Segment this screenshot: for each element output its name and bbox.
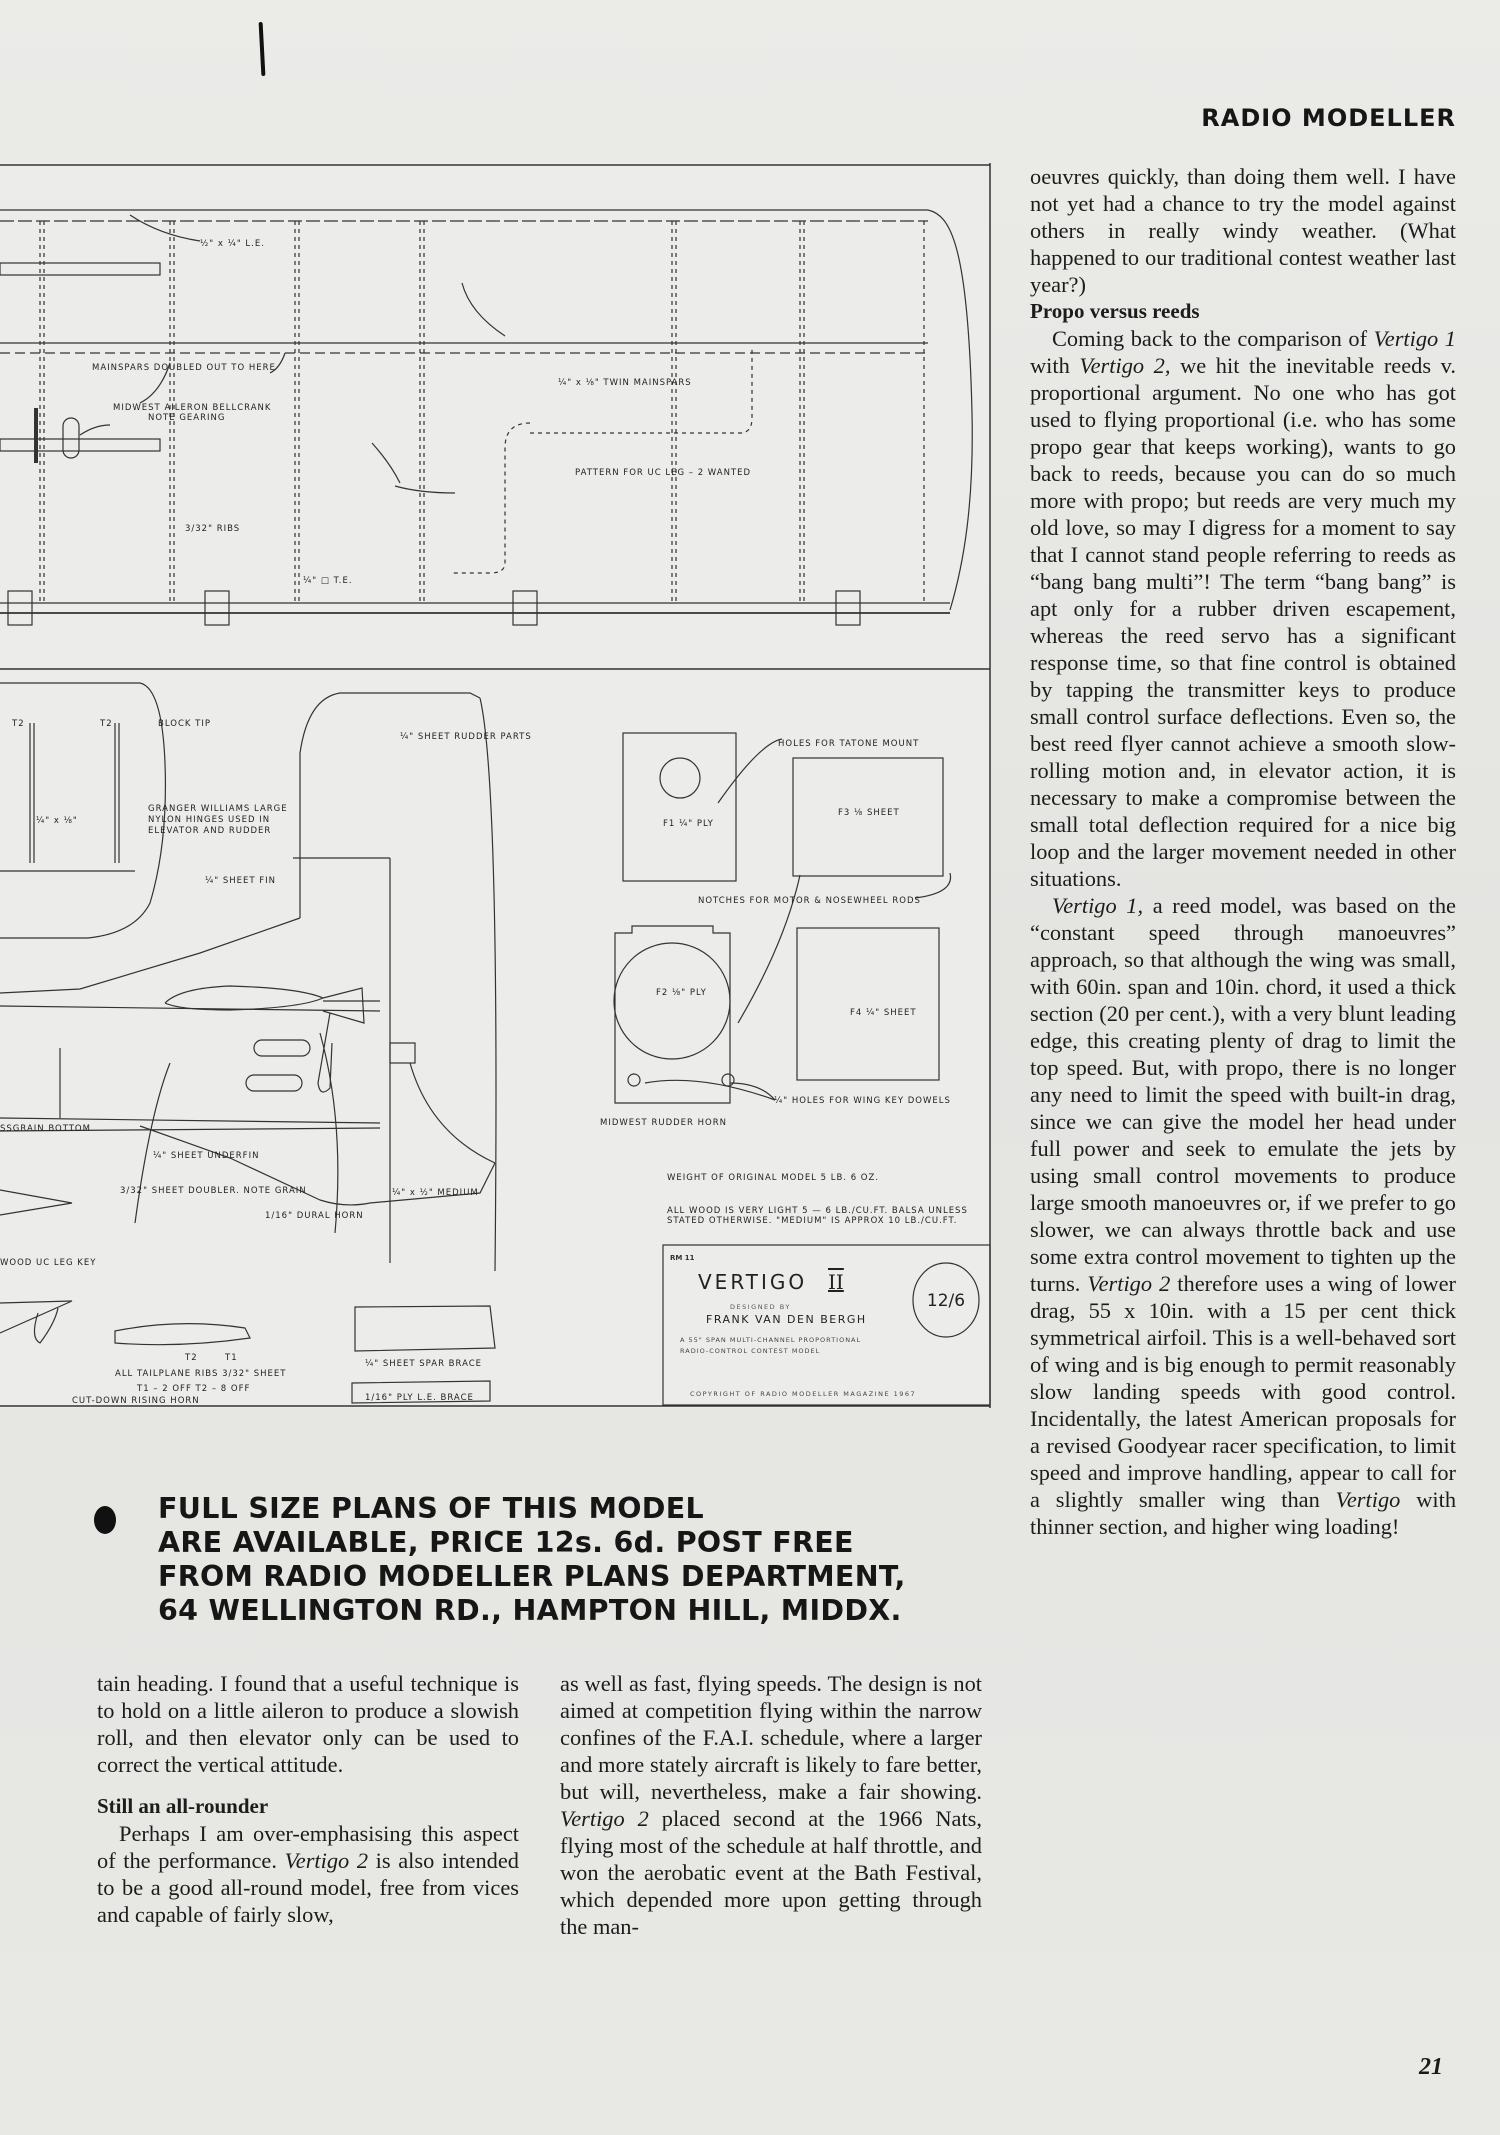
title-block-numeral: II	[828, 1270, 844, 1294]
label-doubler: 3/32" SHEET DOUBLER. NOTE GRAIN	[120, 1186, 307, 1196]
label-wood-2: STATED OTHERWISE. "MEDIUM" IS APPROX 10 LB./CU.FT.	[667, 1216, 958, 1226]
label-t1-rib: T1	[225, 1353, 238, 1363]
label-ribs: 3/32" RIBS	[185, 524, 241, 534]
paragraph: oeuvres quickly, than doing them well. I have not yet had a chance to try the model against others in really windy weather. (What happened to our traditional contest weather last year?)	[1030, 164, 1456, 297]
paragraph: as well as fast, flying speeds. The design is not aimed at competition flying within the narrow confines of the F.A.I. schedule, where a larger and more stately aircraft is likely to fare better, but will, nevertheless, make a fair showing. Vertigo 2 placed second at the 1966 Nats, flying most of the schedule at half throttle, and won the aerobatic event at the Bath Festival, which depended more upon getting through the man-	[560, 1671, 982, 1939]
bullet-icon	[94, 1506, 116, 1534]
paragraph: Coming back to the comparison of Vertigo 1 with Vertigo 2, we hit the inevitable reeds v. proportional argument. No one who has got used to flying proportional (i.e. who has some propo gear that keeps working), wants to go back to reeds, because you can do so much more with propo; but reeds are very much my old love, so may I digress for a moment to say that I cannot stand people referring to reeds as “bang bang multi”! The term “bang bang” is apt only for a rubber driven escapement, whereas the reed servo has a significant response time, so that fine control is obtained by tapping the transmitter keys to produce small control surface deflections. Even so, the best reed flyer cannot achieve a smooth slow-rolling motion and, in elevator action, it is necessary to make a compromise between the small total deflection required for a nice big loop and the larger movement needed in other situations.	[1030, 326, 1456, 891]
title-block-desc-2: RADIO-CONTROL CONTEST MODEL	[680, 1347, 821, 1355]
notice-line: 64 WELLINGTON RD., HAMPTON HILL, MIDDX.	[158, 1594, 902, 1627]
article-column-bottom-left	[97, 1670, 519, 1928]
plan-svg	[0, 163, 1000, 1408]
label-t2-a: T2	[12, 719, 25, 729]
label-t2-rib: T2	[185, 1353, 198, 1363]
label-sheet-fin: ¼" SHEET FIN	[205, 876, 277, 886]
title-block-copyright: COPYRIGHT OF RADIO MODELLER MAGAZINE 1967	[690, 1390, 917, 1398]
label-le: ½" x ¼" L.E.	[200, 239, 265, 249]
notice-line: ARE AVAILABLE, PRICE 12s. 6d. POST FREE	[158, 1526, 854, 1559]
label-wood-1: ALL WOOD IS VERY LIGHT 5 — 6 LB./CU.FT. BALSA UNLESS	[667, 1206, 968, 1216]
title-block-designed-by: DESIGNED BY	[730, 1303, 791, 1311]
label-f1: F1 ¼" PLY	[663, 819, 714, 829]
label-rudder-parts: ¼" SHEET RUDDER PARTS	[400, 732, 532, 742]
title-block-price: 12/6	[926, 1291, 966, 1311]
label-le-brace: 1/16" PLY L.E. BRACE	[365, 1393, 474, 1403]
label-f4: F4 ¼" SHEET	[850, 1008, 917, 1018]
title-block-name: VERTIGO	[698, 1270, 808, 1294]
label-rising-horn: CUT-DOWN RISING HORN	[72, 1396, 200, 1406]
label-rib-counts: T1 – 2 OFF T2 – 8 OFF	[137, 1384, 251, 1394]
label-hinges-3: ELEVATOR AND RUDDER	[148, 826, 272, 836]
paragraph: Vertigo 1, a reed model, was based on the “constant speed through manoeuvres” approach, so that although the wing was small, with 60in. span and 10in. chord, it used a thick section (20 per cent.), with a very blunt leading edge, this creating plenty of drag to limit the top speed. But, with propo, there is no longer any need to limit the speed with built-in drag, since we can give the model her head under full power and seek to emulate the jets by using small control movements to produce large smooth manoeuvres or, if we prefer to go slower, we can always throttle back and use some extra control movement to tighten up the turns. Vertigo 2 therefore uses a wing of lower drag, 55 x 10in. with a 15 per cent thick symmetrical airfoil. This is a well-behaved sort of wing and is big enough to permit reasonably slow landing speeds with good control. Incidentally, the latest American proposals for a revised Goodyear racer specification, to limit speed and improve handling, appear to call for a slightly smaller wing than Vertigo with thinner section, and higher wing loading!	[1030, 893, 1457, 1539]
notice-line: FROM RADIO MODELLER PLANS DEPARTMENT,	[158, 1560, 906, 1593]
label-tatone: HOLES FOR TATONE MOUNT	[778, 739, 920, 749]
label-hinge-size: ¼" x ⅛"	[36, 816, 78, 826]
label-dowels: ¼" HOLES FOR WING KEY DOWELS	[774, 1096, 951, 1106]
plan-drawing	[0, 163, 1000, 1408]
title-block-ref: RM 11	[670, 1254, 695, 1262]
label-bellcrank-1: MIDWEST AILERON BELLCRANK	[113, 403, 272, 413]
magazine-title: RADIO MODELLER	[1201, 104, 1456, 132]
label-f3: F3 ⅛ SHEET	[838, 808, 900, 818]
article-column-bottom-middle	[560, 1670, 982, 1940]
label-hinges-2: NYLON HINGES USED IN	[148, 815, 271, 825]
label-twin-mainspars: ¼" x ⅛" TWIN MAINSPARS	[558, 378, 692, 388]
title-block-desc-1: A 55" SPAN MULTI-CHANNEL PROPORTIONAL	[680, 1336, 862, 1344]
label-te: ¼" □ T.E.	[303, 576, 353, 586]
article-column-right	[1030, 163, 1456, 1540]
label-f2: F2 ⅛" PLY	[656, 988, 707, 998]
label-dural-horn: 1/16" DURAL HORN	[265, 1211, 364, 1221]
title-block-designer: FRANK VAN DEN BERGH	[706, 1313, 867, 1326]
page-number: 21	[1419, 2054, 1443, 2080]
label-mainspars-doubled: MAINSPARS DOUBLED OUT TO HERE	[92, 363, 276, 373]
label-underfin: ¼" SHEET UNDERFIN	[153, 1151, 260, 1161]
label-crossgrain: SSGRAIN BOTTOM	[0, 1124, 91, 1134]
paragraph: Perhaps I am over-emphasising this aspect of the performance. Vertigo 2 is also intended to be a good all-round model, free from vices and capable of fairly slow,	[97, 1821, 519, 1927]
label-hinges-1: GRANGER WILLIAMS LARGE	[148, 804, 288, 814]
section-heading: Still an all-rounder	[97, 1794, 269, 1818]
label-bellcrank-2: NOTE GEARING	[148, 413, 226, 423]
label-medium: ¼" x ½" MEDIUM	[392, 1188, 479, 1198]
label-uc-leg-key: WOOD UC LEG KEY	[0, 1258, 97, 1268]
label-rudder-horn: MIDWEST RUDDER HORN	[600, 1118, 727, 1128]
section-heading: Propo versus reeds	[1030, 299, 1200, 323]
paragraph: tain heading. I found that a useful technique is to hold on a little aileron to produce a slowish roll, and then elevator only can be used to correct the vertical attitude.	[97, 1671, 519, 1777]
label-t2-b: T2	[100, 719, 113, 729]
label-block-tip: BLOCK TIP	[158, 719, 211, 729]
label-uc-leg: PATTERN FOR UC LEG – 2 WANTED	[575, 468, 752, 478]
notice-line: FULL SIZE PLANS OF THIS MODEL	[158, 1492, 704, 1525]
label-tailplane-ribs: ALL TAILPLANE RIBS 3/32" SHEET	[115, 1369, 287, 1379]
label-notches: NOTCHES FOR MOTOR & NOSEWHEEL RODS	[698, 896, 921, 906]
label-spar-brace: ¼" SHEET SPAR BRACE	[365, 1359, 483, 1369]
label-weight: WEIGHT OF ORIGINAL MODEL 5 LB. 6 OZ.	[667, 1173, 880, 1183]
